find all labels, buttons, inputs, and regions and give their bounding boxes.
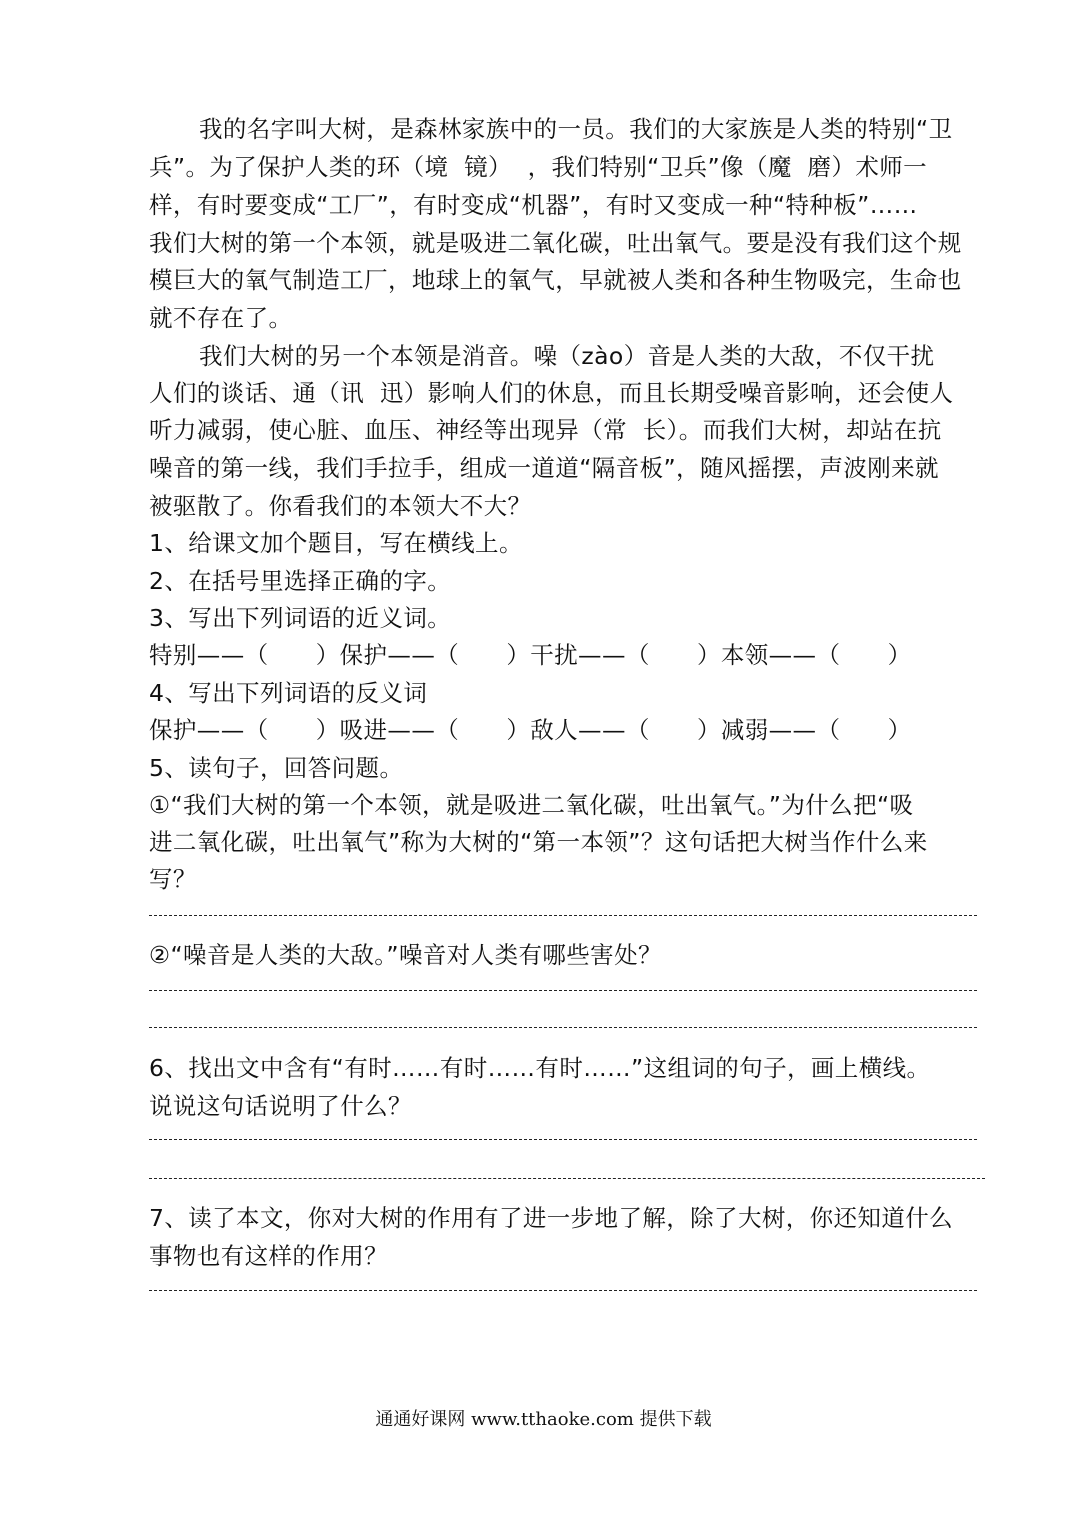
passage-p1-line-1: 我的名字叫大树，是森林家族中的一员。我们的大家族是人类的特别“卫: [199, 115, 953, 143]
question-5-1-line-2: 进二氧化碳，吐出氧气”称为大树的“第一本领”？这句话把大树当作什么来: [149, 828, 928, 856]
answer-line: [149, 915, 977, 916]
question-5-1-line-3: 写？: [149, 865, 197, 893]
question-1: 1、给课文加个题目，写在横线上。: [149, 529, 523, 557]
answer-line: [149, 1178, 985, 1179]
question-3: 3、写出下列词语的近义词。: [149, 604, 452, 632]
passage-p2-line-4: 噪音的第一线，我们手拉手，组成一道道“隔音板”，随风摇摆，声波刚来就: [149, 454, 939, 482]
answer-line: [149, 1139, 977, 1140]
passage-p2-line-1: 我们大树的另一个本领是消音。噪（zào）音是人类的大敌，不仅干扰: [199, 342, 935, 370]
answer-line: [149, 1027, 977, 1028]
question-7-line-1: 7、读了本文，你对大树的作用有了进一步地了解，除了大树，你还知道什么: [149, 1204, 954, 1232]
question-6-line-1: 6、找出文中含有“有时……有时……有时……”这组词的句子，画上横线。: [149, 1054, 931, 1082]
question-2: 2、在括号里选择正确的字。: [149, 567, 452, 595]
passage-p2-line-2: 人们的谈话、通（讯 迅）影响人们的休息，而且长期受噪音影响，还会使人: [149, 379, 954, 407]
passage-p1-line-4: 我们大树的第一个本领，就是吸进二氧化碳，吐出氧气。要是没有我们这个规: [149, 229, 962, 257]
question-7-line-2: 事物也有这样的作用？: [149, 1242, 388, 1270]
passage-p1-line-5: 模巨大的氧气制造工厂，地球上的氧气，早就被人类和各种生物吸完，生命也: [149, 266, 962, 294]
passage-p1-line-6: 就不存在了。: [149, 304, 293, 332]
passage-p1-line-2: 兵”。为了保护人类的环（境 镜） ，我们特别“卫兵”像（魔 磨）术师一: [149, 153, 928, 181]
question-4-items: 保护——（ ）吸进——（ ）敌人——（ ）减弱——（ ）: [149, 716, 912, 744]
answer-line: [149, 990, 977, 991]
question-4: 4、写出下列词语的反义词: [149, 679, 428, 707]
question-5: 5、读句子，回答问题。: [149, 754, 404, 782]
question-5-1-line-1: ①“我们大树的第一个本领，就是吸进二氧化碳，吐出氧气。”为什么把“吸: [149, 791, 914, 819]
question-3-items: 特别——（ ）保护——（ ）干扰——（ ）本领——（ ）: [149, 641, 912, 669]
question-6-line-2: 说说这句话说明了什么？: [149, 1092, 412, 1120]
passage-p2-line-5: 被驱散了。你看我们的本领大不大？: [149, 492, 532, 520]
passage-p1-line-3: 样，有时要变成“工厂”，有时变成“机器”，有时又变成一种“特种板”……: [149, 191, 918, 219]
footer-source: 通通好课网 www.tthaoke.com 提供下载: [375, 1409, 712, 1430]
passage-p2-line-3: 听力减弱，使心脏、血压、神经等出现异（常 长）。而我们大树，却站在抗: [149, 416, 942, 444]
answer-line: [149, 1290, 977, 1291]
question-5-2: ②“噪音是人类的大敌。”噪音对人类有哪些害处？: [149, 941, 662, 969]
